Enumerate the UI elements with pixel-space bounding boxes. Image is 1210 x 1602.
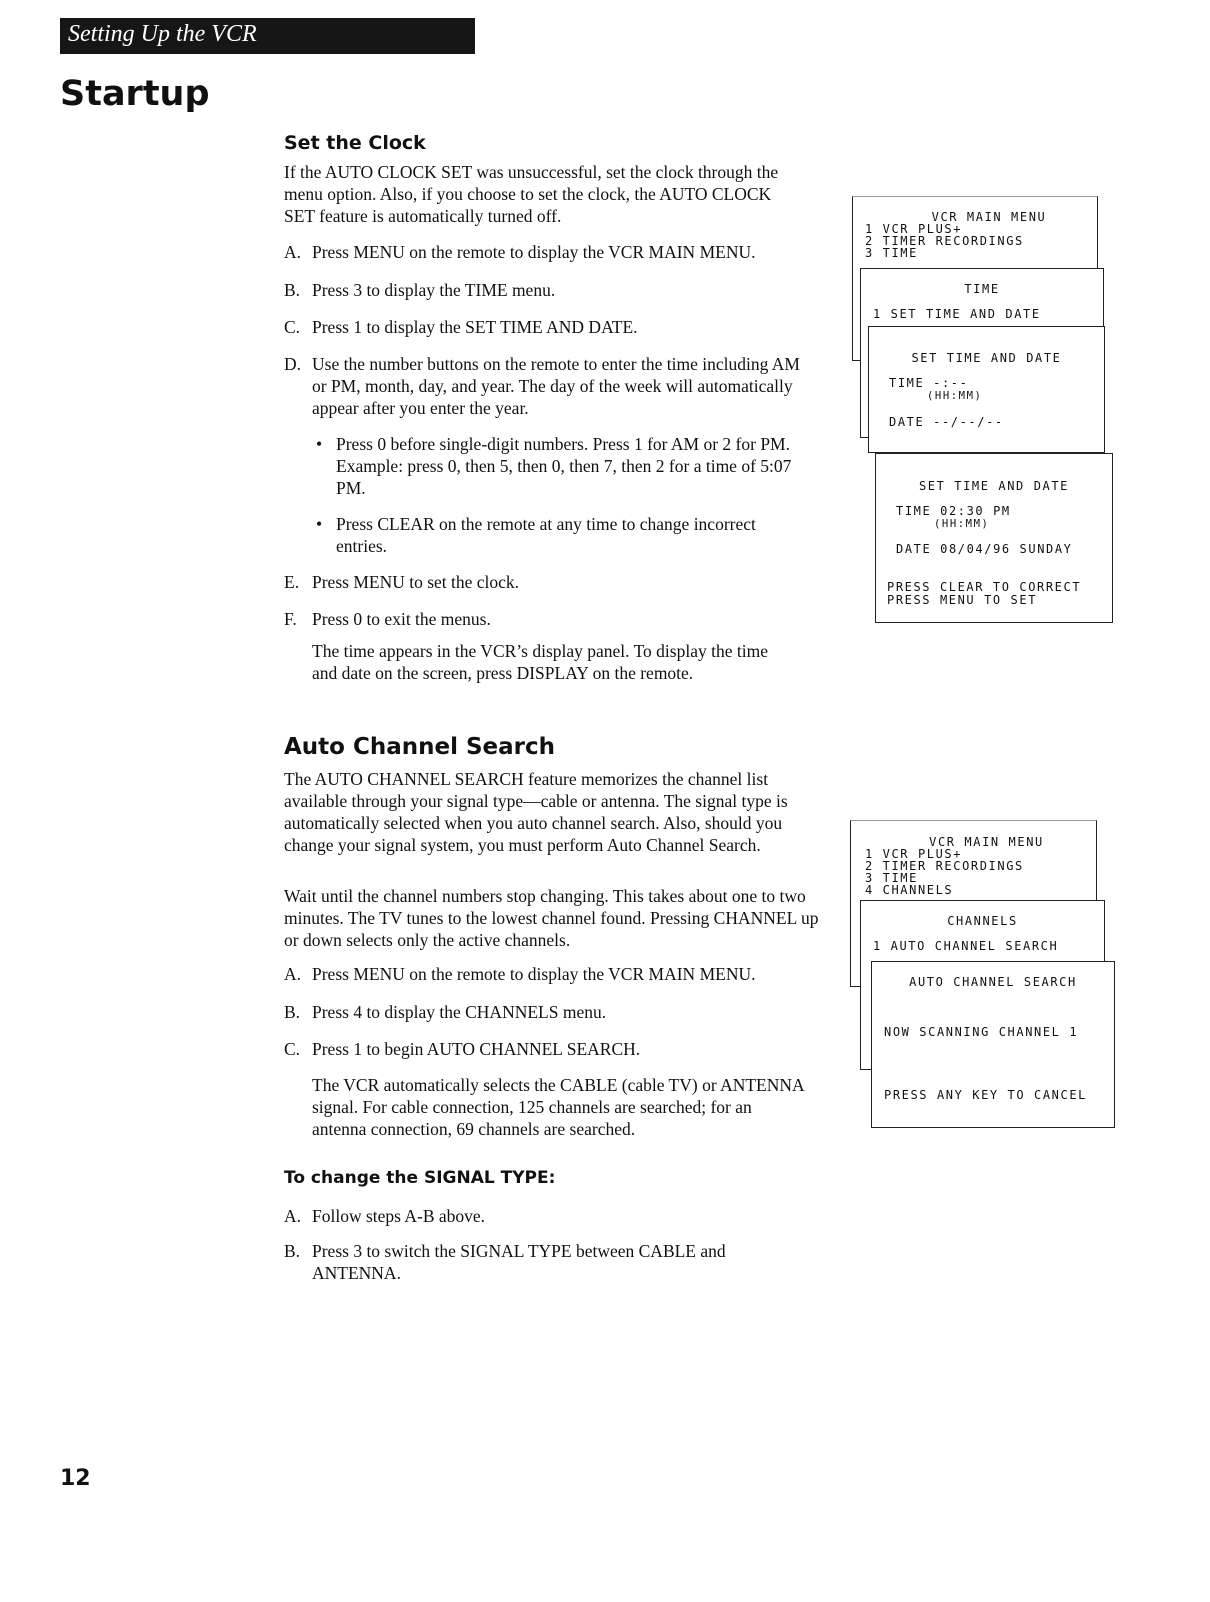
signal-type-heading: To change the SIGNAL TYPE:	[284, 1168, 556, 1188]
page-number: 12	[60, 1466, 91, 1491]
page-title: Startup	[60, 74, 210, 114]
step-text: Press 0 to exit the menus.	[312, 609, 491, 629]
osd-menu-item: 1 SET TIME AND DATE	[873, 307, 1041, 321]
osd-time-field: TIME -:--	[889, 376, 969, 390]
step-letter: B.	[284, 280, 301, 300]
osd-title: VCR MAIN MENU	[929, 835, 1044, 849]
channel-intro-paragraph: The AUTO CHANNEL SEARCH feature memorizes the channel list available through your signal type—cable or antenna. The signal type is automatically selected when you auto channel search. Also, should you change your signal system, you must perform Auto Channel Search.	[284, 769, 788, 855]
section-header-bar	[60, 18, 475, 54]
set-clock-intro: If the AUTO CLOCK SET was unsuccessful, set the clock through the menu option. Also, if you choose to set the clock, the AUTO CLOCK SET feature is automatically turned off.	[284, 162, 779, 226]
step-text: Press 1 to begin AUTO CHANNEL SEARCH.	[312, 1039, 641, 1059]
osd-menu-item: 2 TIMER RECORDINGS	[865, 234, 1024, 248]
osd-title: AUTO CHANNEL SEARCH	[909, 975, 1077, 989]
step-text: Press MENU on the remote to display the VCR MAIN MENU.	[312, 242, 756, 262]
osd-hint-correct: PRESS CLEAR TO CORRECT	[887, 580, 1082, 594]
step-letter: A.	[284, 242, 302, 262]
osd-time-field: TIME 02:30 PM	[896, 504, 1011, 518]
step-letter: D.	[284, 354, 302, 374]
osd-scan-status: NOW SCANNING CHANNEL 1	[884, 1025, 1079, 1039]
channel-signal-note: The VCR automatically selects the CABLE (cable TV) or ANTENNA signal. For cable connection, 125 channels are searched; for an antenna connection, 69 channels are searched.	[312, 1075, 804, 1139]
osd-menu-item: 3 TIME	[865, 246, 918, 260]
step-text: Press 4 to display the CHANNELS menu.	[312, 1002, 607, 1022]
osd-time-format: (HH:MM)	[934, 518, 990, 530]
osd-title: SET TIME AND DATE	[911, 351, 1062, 365]
osd-menu-item: 2 TIMER RECORDINGS	[865, 859, 1024, 873]
step-letter: C.	[284, 1039, 301, 1059]
osd-set-time-filled	[875, 453, 1113, 623]
osd-date-field: DATE 08/04/96 SUNDAY	[896, 542, 1073, 556]
osd-menu-item: 3 TIME	[865, 871, 918, 885]
bullet-dot: •	[316, 514, 323, 534]
clock-display-note: The time appears in the VCR’s display panel. To display the time and date on the screen, press DISPLAY on the remote.	[312, 641, 768, 683]
osd-hint-set: PRESS MENU TO SET	[887, 593, 1038, 607]
step-text: Press MENU to set the clock.	[312, 572, 520, 592]
section-header-text: Setting Up the VCR	[68, 21, 257, 47]
step-letter: C.	[284, 317, 301, 337]
osd-auto-channel-search	[871, 961, 1115, 1128]
osd-title: TIME	[964, 282, 1000, 296]
osd-set-time-blank	[868, 326, 1105, 453]
osd-menu-item: 1 VCR PLUS+	[865, 222, 963, 236]
step-letter: A.	[284, 964, 302, 984]
bullet-text: Press 0 before single-digit numbers. Press 1 for AM or 2 for PM. Example: press 0, then 5, then 0, then 7, then 2 for a time of 5:07 PM.	[336, 434, 792, 498]
auto-channel-search-heading: Auto Channel Search	[284, 734, 556, 760]
step-text: Use the number buttons on the remote to enter the time including AM or PM, month, day, and year. The day of the week will automatically appear after you enter the year.	[312, 354, 800, 418]
set-clock-heading: Set the Clock	[284, 132, 426, 154]
osd-menu-item: 4 CHANNELS	[865, 883, 954, 897]
step-text: Press 3 to display the TIME menu.	[312, 280, 556, 300]
bullet-dot: •	[316, 434, 323, 454]
osd-date-field: DATE --/--/--	[889, 415, 1004, 429]
osd-menu-item: 1 AUTO CHANNEL SEARCH	[873, 939, 1059, 953]
step-letter: E.	[284, 572, 300, 592]
step-text: Press MENU on the remote to display the VCR MAIN MENU.	[312, 964, 756, 984]
osd-title: CHANNELS	[947, 914, 1018, 928]
step-text: Press 3 to switch the SIGNAL TYPE between CABLE and ANTENNA.	[312, 1241, 726, 1283]
osd-menu-item: 1 VCR PLUS+	[865, 847, 963, 861]
step-letter: F.	[284, 609, 297, 629]
step-letter: A.	[284, 1206, 302, 1226]
osd-title: SET TIME AND DATE	[918, 479, 1070, 493]
osd-title: VCR MAIN MENU	[931, 210, 1047, 224]
osd-time-format: (HH:MM)	[927, 390, 983, 402]
step-text: Follow steps A-B above.	[312, 1206, 486, 1226]
channel-wait-paragraph: Wait until the channel numbers stop changing. This takes about one to two minutes. The TV tunes to the lowest channel found. Pressing CHANNEL up or down selects only the active channels.	[284, 886, 819, 950]
bullet-text: Press CLEAR on the remote at any time to change incorrect entries.	[336, 514, 756, 556]
osd-cancel-hint: PRESS ANY KEY TO CANCEL	[884, 1088, 1087, 1102]
step-letter: B.	[284, 1241, 301, 1261]
step-text: Press 1 to display the SET TIME AND DATE.	[312, 317, 638, 337]
step-letter: B.	[284, 1002, 301, 1022]
